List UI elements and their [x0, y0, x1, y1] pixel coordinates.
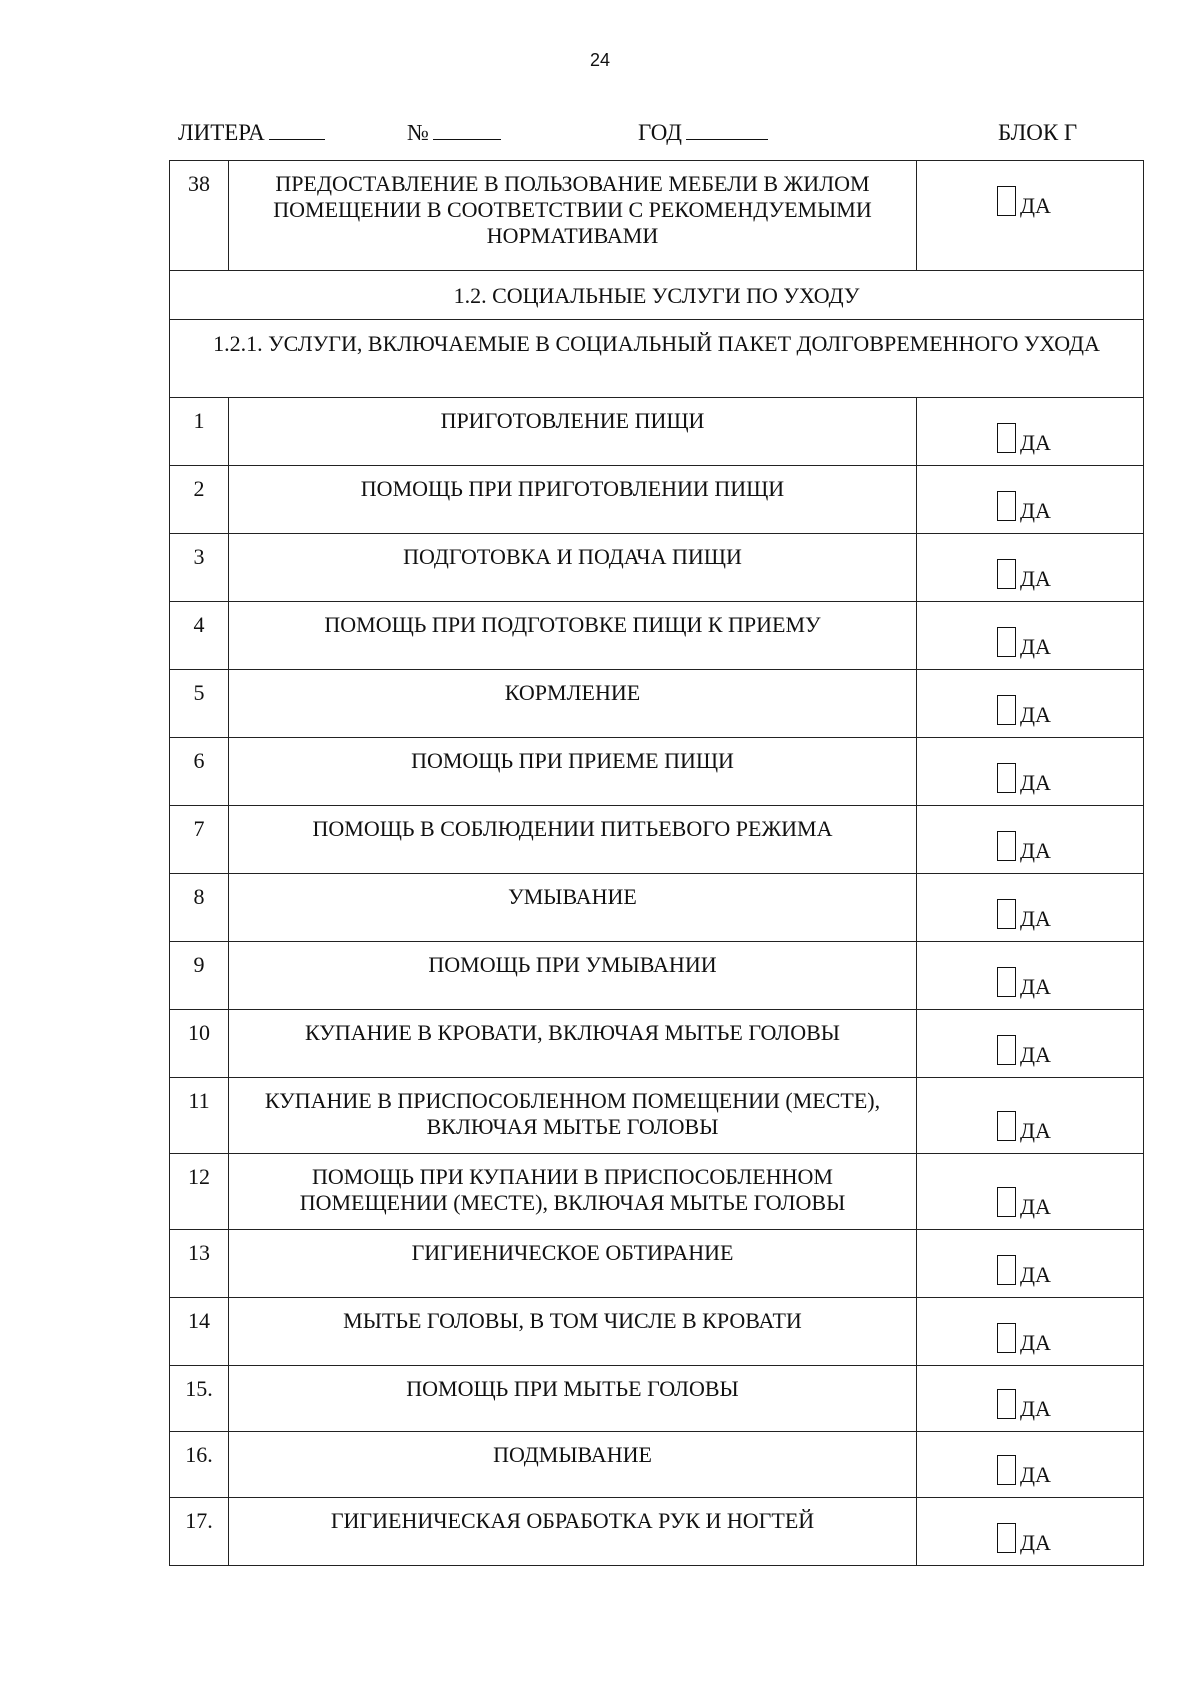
services-table	[169, 160, 1144, 1566]
checkbox-label: ДА	[1020, 702, 1051, 727]
row-check-cell	[917, 1078, 1144, 1154]
row-number: 1	[170, 398, 229, 466]
form-header	[170, 120, 1090, 150]
table-row	[170, 398, 1144, 466]
row-description: ПОМОЩЬ ПРИ МЫТЬЕ ГОЛОВЫ	[229, 1366, 917, 1432]
checkbox-label: ДА	[1020, 498, 1051, 523]
year-field	[638, 120, 768, 146]
litera-blank[interactable]	[269, 121, 325, 140]
row-check-cell	[917, 1230, 1144, 1298]
row-check-cell	[917, 942, 1144, 1010]
row-description: ПОДГОТОВКА И ПОДАЧА ПИЩИ	[229, 534, 917, 602]
yes-option	[997, 1035, 1051, 1065]
year-blank[interactable]	[686, 121, 768, 140]
checkbox-label: ДА	[1020, 566, 1051, 591]
checkbox[interactable]	[997, 186, 1016, 216]
table-row	[170, 1498, 1144, 1566]
yes-option	[997, 423, 1051, 453]
row-description: УМЫВАНИЕ	[229, 874, 917, 942]
yes-option	[997, 1187, 1051, 1217]
table-row	[170, 1432, 1144, 1498]
row-number: 3	[170, 534, 229, 602]
checkbox-label: ДА	[1020, 906, 1051, 931]
row-number: 4	[170, 602, 229, 670]
table-row	[170, 1078, 1144, 1154]
yes-option	[997, 1523, 1051, 1553]
row-check-cell	[917, 1366, 1144, 1432]
table-row	[170, 161, 1144, 271]
table-row	[170, 806, 1144, 874]
yes-option	[997, 695, 1051, 725]
checkbox[interactable]	[997, 1323, 1016, 1353]
row-number: 11	[170, 1078, 229, 1154]
row-number: 17.	[170, 1498, 229, 1566]
table-row	[170, 738, 1144, 806]
checkbox-label: ДА	[1020, 1396, 1051, 1421]
row-description: ПОМОЩЬ ПРИ ПРИЕМЕ ПИЩИ	[229, 738, 917, 806]
checkbox[interactable]	[997, 1111, 1016, 1141]
row-check-cell	[917, 1298, 1144, 1366]
section-heading: 1.2. СОЦИАЛЬНЫЕ УСЛУГИ ПО УХОДУ	[170, 271, 1144, 320]
checkbox-label: ДА	[1020, 1262, 1051, 1287]
checkbox-label: ДА	[1020, 770, 1051, 795]
checkbox-label: ДА	[1020, 1042, 1051, 1067]
row-number: 38	[170, 161, 229, 271]
checkbox-label: ДА	[1020, 1118, 1051, 1143]
row-number: 9	[170, 942, 229, 1010]
row-check-cell	[917, 738, 1144, 806]
row-number: 15.	[170, 1366, 229, 1432]
checkbox-label: ДА	[1020, 1330, 1051, 1355]
row-number: 10	[170, 1010, 229, 1078]
checkbox[interactable]	[997, 695, 1016, 725]
row-check-cell	[917, 161, 1144, 271]
section-row	[170, 271, 1144, 320]
row-description: КУПАНИЕ В ПРИСПОСОБЛЕННОМ ПОМЕЩЕНИИ (МЕСТЕ), ВКЛЮЧАЯ МЫТЬЕ ГОЛОВЫ	[229, 1078, 917, 1154]
yes-option	[997, 1255, 1051, 1285]
table-row	[170, 1298, 1144, 1366]
checkbox-label: ДА	[1020, 193, 1051, 218]
checkbox[interactable]	[997, 1255, 1016, 1285]
row-description: ПОМОЩЬ ПРИ ПРИГОТОВЛЕНИИ ПИЩИ	[229, 466, 917, 534]
services-table-body	[170, 161, 1144, 1566]
checkbox-label: ДА	[1020, 634, 1051, 659]
checkbox-label: ДА	[1020, 430, 1051, 455]
row-description: ПОМОЩЬ ПРИ УМЫВАНИИ	[229, 942, 917, 1010]
number-label: №	[407, 120, 429, 145]
row-number: 14	[170, 1298, 229, 1366]
yes-option	[997, 1323, 1051, 1353]
table-row	[170, 942, 1144, 1010]
table-row	[170, 602, 1144, 670]
row-check-cell	[917, 806, 1144, 874]
checkbox[interactable]	[997, 559, 1016, 589]
checkbox[interactable]	[997, 1455, 1016, 1485]
table-row	[170, 1230, 1144, 1298]
checkbox[interactable]	[997, 1523, 1016, 1553]
row-description: ГИГИЕНИЧЕСКАЯ ОБРАБОТКА РУК И НОГТЕЙ	[229, 1498, 917, 1566]
checkbox[interactable]	[997, 491, 1016, 521]
row-check-cell	[917, 1498, 1144, 1566]
row-check-cell	[917, 398, 1144, 466]
yes-option	[997, 491, 1051, 521]
row-description: ГИГИЕНИЧЕСКОЕ ОБТИРАНИЕ	[229, 1230, 917, 1298]
litera-field	[178, 120, 325, 146]
row-description: ПРЕДОСТАВЛЕНИЕ В ПОЛЬЗОВАНИЕ МЕБЕЛИ В ЖИЛОМ ПОМЕЩЕНИИ В СООТВЕТСТВИИ С РЕКОМЕНДУЕМЫМИ НОРМАТИВАМИ	[229, 161, 917, 271]
row-number: 8	[170, 874, 229, 942]
row-number: 5	[170, 670, 229, 738]
yes-option	[997, 899, 1051, 929]
yes-option	[997, 186, 1051, 216]
row-description: МЫТЬЕ ГОЛОВЫ, В ТОМ ЧИСЛЕ В КРОВАТИ	[229, 1298, 917, 1366]
yes-option	[997, 831, 1051, 861]
checkbox-label: ДА	[1020, 1194, 1051, 1219]
table-row	[170, 466, 1144, 534]
row-description: ПОМОЩЬ В СОБЛЮДЕНИИ ПИТЬЕВОГО РЕЖИМА	[229, 806, 917, 874]
yes-option	[997, 763, 1051, 793]
row-check-cell	[917, 1432, 1144, 1498]
checkbox[interactable]	[997, 1389, 1016, 1419]
row-description: ПРИГОТОВЛЕНИЕ ПИЩИ	[229, 398, 917, 466]
row-description: ПОДМЫВАНИЕ	[229, 1432, 917, 1498]
yes-option	[997, 627, 1051, 657]
subsection-row	[170, 320, 1144, 398]
row-check-cell	[917, 534, 1144, 602]
checkbox-label: ДА	[1020, 1462, 1051, 1487]
row-check-cell	[917, 670, 1144, 738]
checkbox[interactable]	[997, 423, 1016, 453]
row-check-cell	[917, 1010, 1144, 1078]
checkbox-label: ДА	[1020, 974, 1051, 999]
table-row	[170, 1366, 1144, 1432]
yes-option	[997, 1389, 1051, 1419]
page-number: 24	[589, 50, 611, 70]
table-row	[170, 670, 1144, 738]
checkbox[interactable]	[997, 967, 1016, 997]
row-check-cell	[917, 874, 1144, 942]
yes-option	[997, 967, 1051, 997]
checkbox[interactable]	[997, 1187, 1016, 1217]
year-label: ГОД	[638, 120, 682, 145]
checkbox[interactable]	[997, 763, 1016, 793]
table-row	[170, 1154, 1144, 1230]
table-row	[170, 874, 1144, 942]
row-number: 6	[170, 738, 229, 806]
litera-label: ЛИТЕРА	[178, 120, 265, 145]
checkbox-label: ДА	[1020, 838, 1051, 863]
yes-option	[997, 559, 1051, 589]
block-label: БЛОК Г	[998, 120, 1078, 145]
row-number: 16.	[170, 1432, 229, 1498]
table-row	[170, 1010, 1144, 1078]
row-description: ПОМОЩЬ ПРИ ПОДГОТОВКЕ ПИЩИ К ПРИЕМУ	[229, 602, 917, 670]
row-number: 12	[170, 1154, 229, 1230]
row-description: ПОМОЩЬ ПРИ КУПАНИИ В ПРИСПОСОБЛЕННОМ ПОМЕЩЕНИИ (МЕСТЕ), ВКЛЮЧАЯ МЫТЬЕ ГОЛОВЫ	[229, 1154, 917, 1230]
checkbox[interactable]	[997, 627, 1016, 657]
row-check-cell	[917, 602, 1144, 670]
number-field	[407, 120, 501, 146]
row-description: КОРМЛЕНИЕ	[229, 670, 917, 738]
row-check-cell	[917, 1154, 1144, 1230]
table-row	[170, 534, 1144, 602]
number-blank[interactable]	[433, 121, 501, 140]
checkbox[interactable]	[997, 831, 1016, 861]
checkbox[interactable]	[997, 1035, 1016, 1065]
yes-option	[997, 1455, 1051, 1485]
checkbox[interactable]	[997, 899, 1016, 929]
row-check-cell	[917, 466, 1144, 534]
subsection-heading: 1.2.1. УСЛУГИ, ВКЛЮЧАЕМЫЕ В СОЦИАЛЬНЫЙ ПАКЕТ ДОЛГОВРЕМЕННОГО УХОДА	[170, 320, 1144, 398]
row-number: 13	[170, 1230, 229, 1298]
yes-option	[997, 1111, 1051, 1141]
checkbox-label: ДА	[1020, 1530, 1051, 1555]
row-description: КУПАНИЕ В КРОВАТИ, ВКЛЮЧАЯ МЫТЬЕ ГОЛОВЫ	[229, 1010, 917, 1078]
row-number: 2	[170, 466, 229, 534]
row-number: 7	[170, 806, 229, 874]
